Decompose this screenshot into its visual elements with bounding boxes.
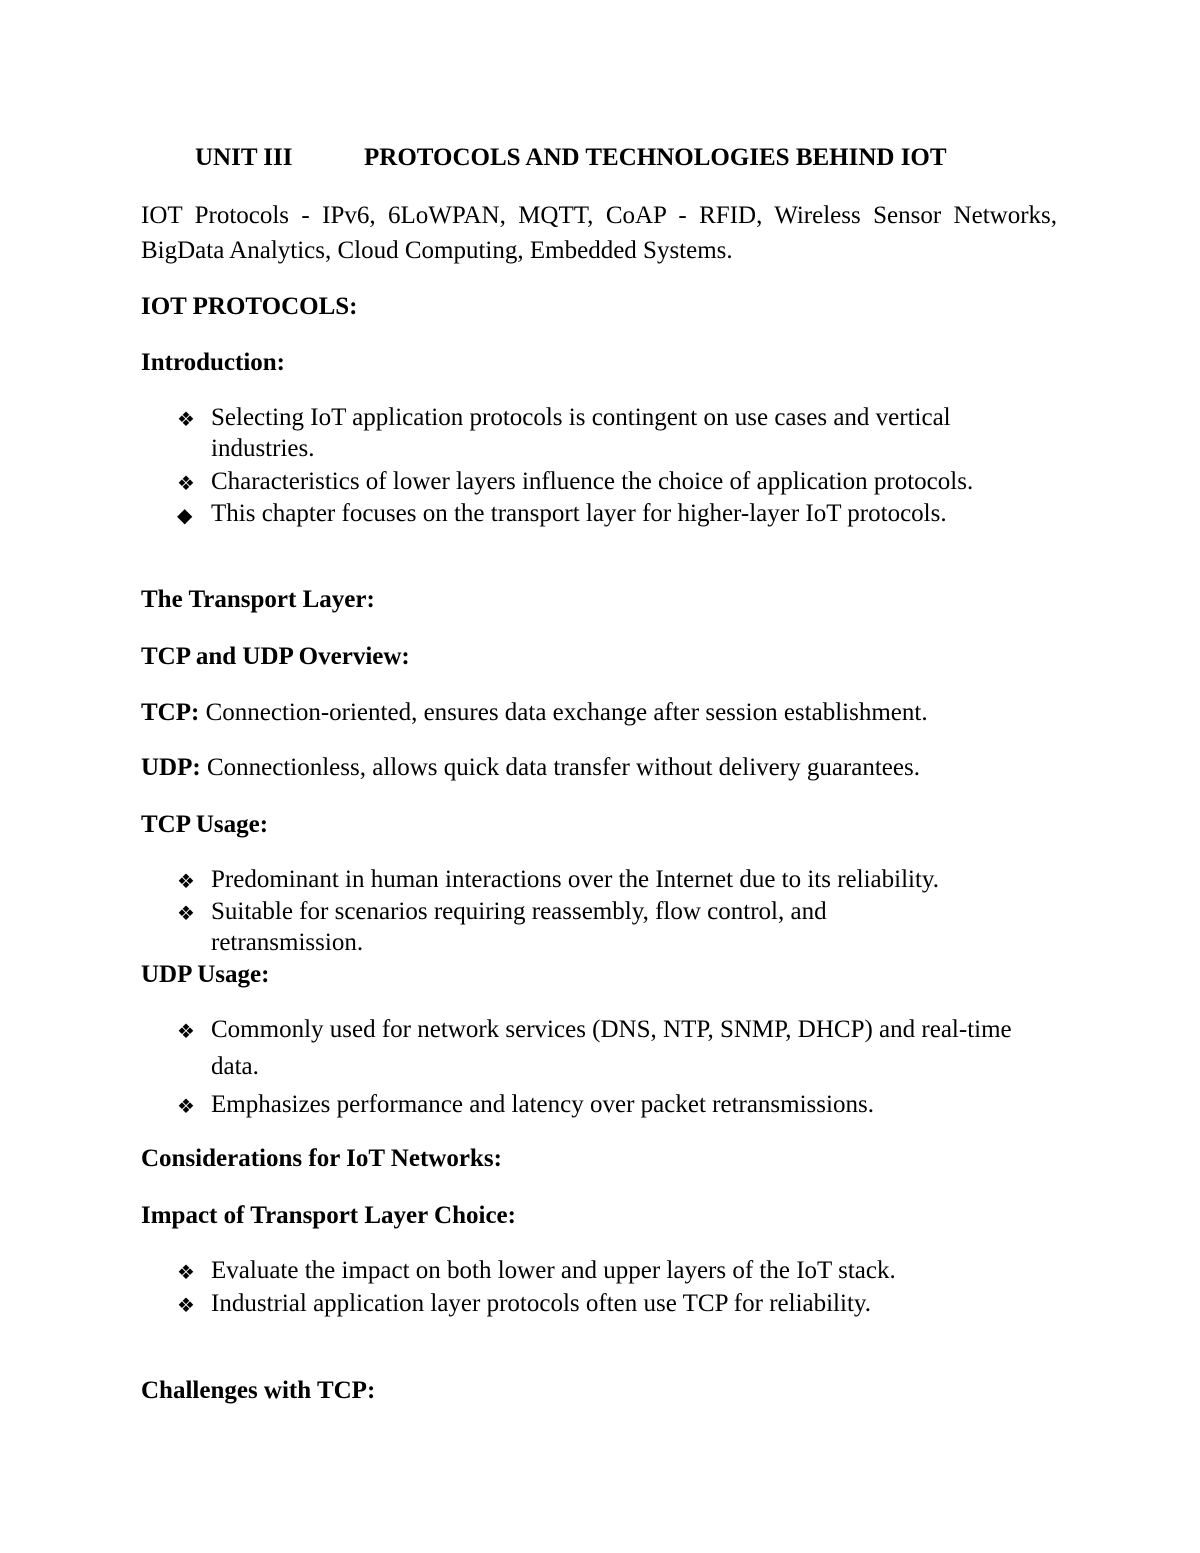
filled-diamond-bullet-icon: ◆ <box>177 503 193 527</box>
list-item <box>177 466 1057 497</box>
list-item <box>177 864 1057 895</box>
transport-layer-heading: The Transport Layer: <box>141 586 375 613</box>
impact-heading: Impact of Transport Layer Choice: <box>141 1202 516 1229</box>
four-diamond-bullet-icon: ❖ <box>177 471 195 495</box>
four-diamond-bullet-icon: ❖ <box>177 407 195 431</box>
udp-definition <box>141 753 920 783</box>
list-item <box>177 1014 1057 1085</box>
four-diamond-bullet-icon: ❖ <box>177 901 195 925</box>
iot-protocols-heading: IOT PROTOCOLS: <box>141 293 358 320</box>
four-diamond-bullet-icon: ❖ <box>177 1260 195 1284</box>
four-diamond-bullet-icon: ❖ <box>177 869 195 893</box>
considerations-heading: Considerations for IoT Networks: <box>141 1145 502 1172</box>
tcp-label: TCP: <box>141 699 200 726</box>
bullet-text: Predominant in human interactions over the Internet due to its reliability. <box>211 866 940 893</box>
list-item <box>177 896 1057 958</box>
four-diamond-bullet-icon: ❖ <box>177 1019 195 1043</box>
bullet-text: This chapter focuses on the transport layer for higher-layer IoT protocols. <box>211 500 947 527</box>
four-diamond-bullet-icon: ❖ <box>177 1293 195 1317</box>
bullet-text: Industrial application layer protocols often use TCP for reliability. <box>211 1290 872 1317</box>
tcp-description: Connection-oriented, ensures data exchange after session establishment. <box>199 699 928 726</box>
tcp-udp-overview-heading: TCP and UDP Overview: <box>141 643 410 670</box>
list-item <box>177 1089 1057 1120</box>
bullet-text: Characteristics of lower layers influence the choice of application protocols. <box>211 468 974 495</box>
tcp-definition <box>141 698 928 728</box>
udp-label: UDP: <box>141 754 201 781</box>
udp-usage-heading: UDP Usage: <box>141 961 270 988</box>
page-title: PROTOCOLS AND TECHNOLOGIES BEHIND IOT <box>364 144 947 171</box>
bullet-text: Emphasizes performance and latency over packet retransmissions. <box>211 1091 874 1118</box>
four-diamond-bullet-icon: ❖ <box>177 1094 195 1118</box>
challenges-heading: Challenges with TCP: <box>141 1377 376 1404</box>
intro-paragraph: IOT Protocols - IPv6, 6LoWPAN, MQTT, CoAP - RFID, Wireless Sensor Networks, BigData Analytics, Cloud Computing, Embedded Systems. <box>141 202 1057 264</box>
bullet-text: Suitable for scenarios requiring reassembly, flow control, and retransmission. <box>211 898 827 956</box>
udp-description: Connectionless, allows quick data transfer without delivery guarantees. <box>200 754 920 781</box>
list-item <box>177 1255 1057 1286</box>
bullet-text: Evaluate the impact on both lower and upper layers of the IoT stack. <box>211 1257 896 1284</box>
tcp-usage-heading: TCP Usage: <box>141 811 269 838</box>
introduction-heading: Introduction: <box>141 349 286 376</box>
list-item <box>177 498 1057 529</box>
list-item <box>177 402 1057 464</box>
unit-label: UNIT III <box>195 144 293 171</box>
bullet-text: Commonly used for network services (DNS, NTP, SNMP, DHCP) and real-time data. <box>211 1016 1012 1080</box>
list-item <box>177 1288 1057 1319</box>
bullet-text: Selecting IoT application protocols is contingent on use cases and vertical industries. <box>211 404 951 462</box>
